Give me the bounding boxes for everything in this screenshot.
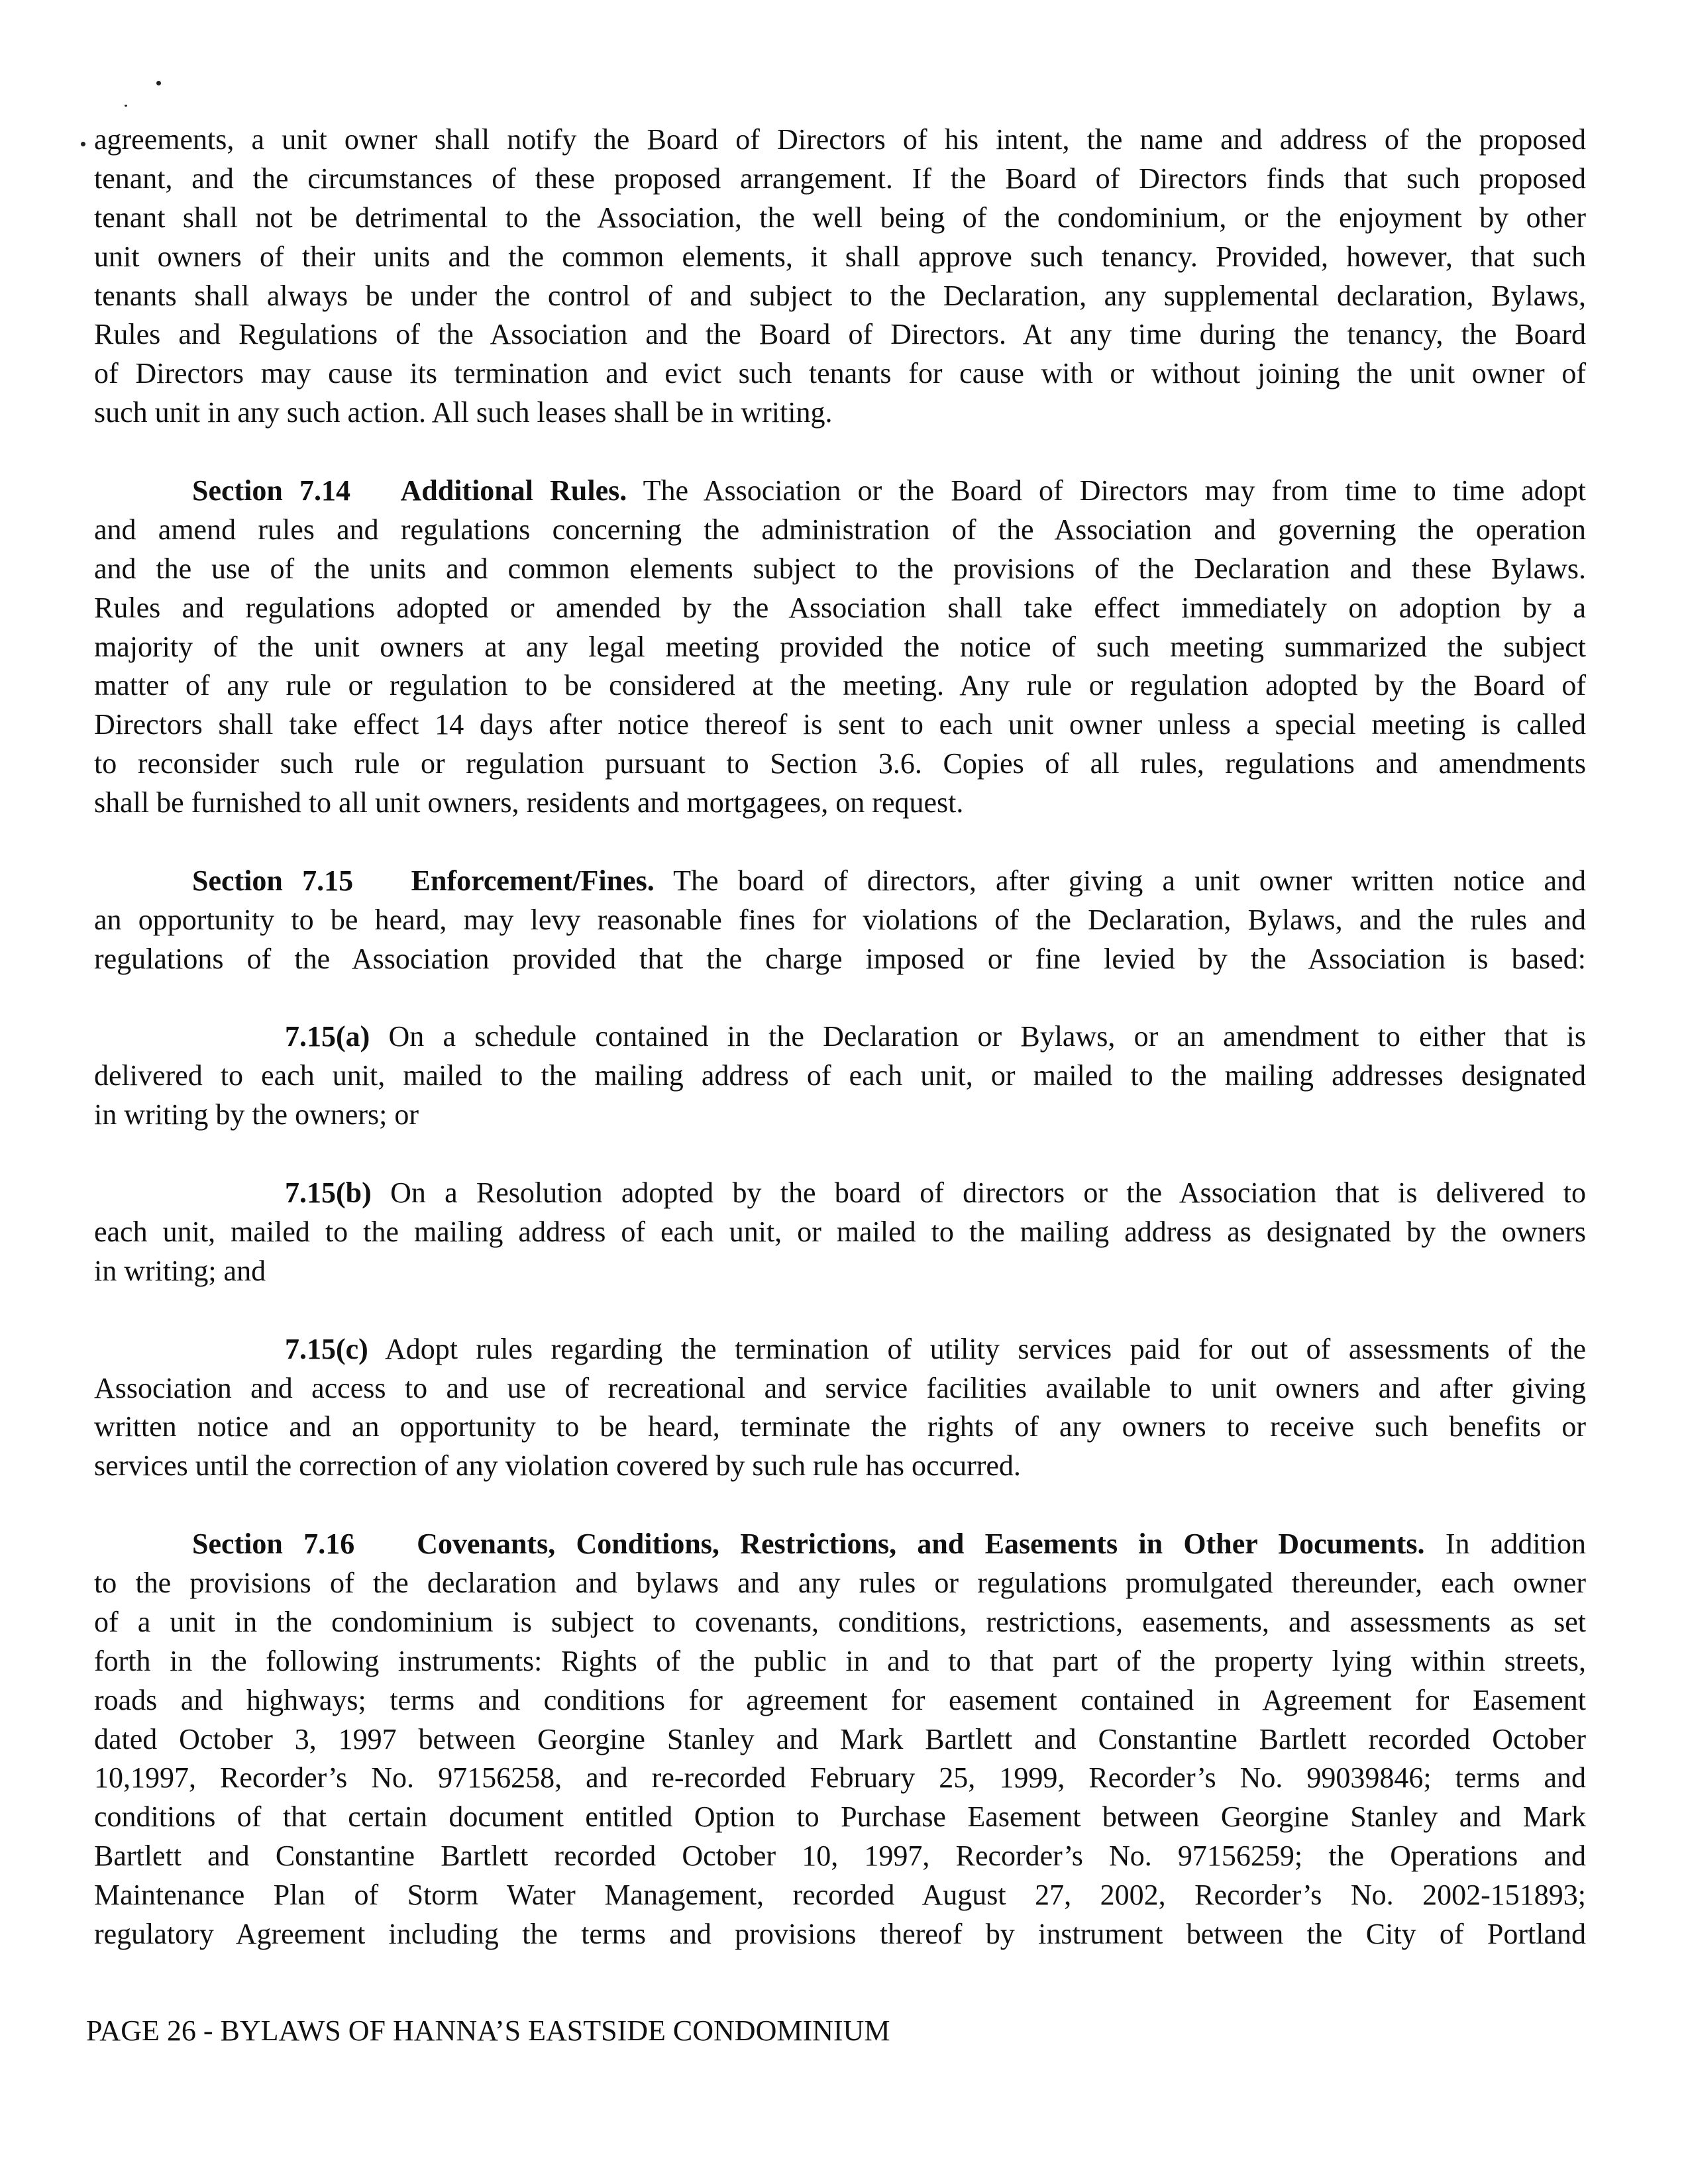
text-line — [94, 1447, 1586, 1486]
line-text: an opportunity to be heard, may levy reasonable fines for violations of the Declaration, Bylaws, and the rules and — [94, 903, 1586, 936]
text-line — [94, 1564, 1586, 1603]
text-line — [94, 705, 1586, 745]
text-line — [94, 315, 1586, 354]
text-line — [94, 628, 1586, 667]
section-7-15-c — [94, 1330, 1586, 1486]
line-text: Rules and Regulations of the Association and the Board of Directors. At any time during the tenancy, the Board — [94, 318, 1586, 351]
text-line — [94, 393, 1586, 433]
text-line — [94, 1174, 1586, 1213]
line-text: Adopt rules regarding the termination of utility services paid for out of assessments of the — [384, 1332, 1587, 1365]
line-text: and amend rules and regulations concerning the administration of the Association and governing the operation — [94, 513, 1586, 546]
line-text: On a Resolution adopted by the board of directors or the Association that is delivered to — [390, 1176, 1586, 1210]
section-label: 7.15(b) — [285, 1176, 372, 1210]
text-line — [94, 1915, 1586, 1954]
line-text: regulatory Agreement including the terms and provisions thereof by instrument between the City of Portland — [94, 1917, 1586, 1950]
line-text: services until the correction of any violation covered by such rule has occurred. — [94, 1449, 1021, 1482]
section-label: Section 7.16 — [192, 1528, 355, 1561]
section-label: Section 7.14 — [192, 474, 351, 507]
line-text: tenants shall always be under the control of and subject to the Declaration, any supplemental declaration, Bylaws, — [94, 279, 1586, 312]
text-line — [94, 1017, 1586, 1057]
section-section-7-16 — [94, 1525, 1586, 1954]
line-text: roads and highways; terms and conditions for agreement for easement contained in Agreement for Easement — [94, 1683, 1586, 1716]
text-line — [94, 1369, 1586, 1408]
text-line — [94, 784, 1586, 823]
document-body — [94, 121, 1586, 1993]
text-line — [94, 277, 1586, 316]
line-text: The Association or the Board of Directors may from time to time adopt — [643, 474, 1587, 507]
text-line — [94, 1525, 1586, 1564]
section-7-15-a — [94, 1017, 1586, 1135]
text-line — [94, 862, 1586, 901]
section-label: 7.15(a) — [285, 1020, 370, 1053]
line-text: matter of any rule or regulation to be considered at the meeting. Any rule or regulation adopted by the Board of — [94, 669, 1586, 702]
line-text: to the provisions of the declaration and bylaws and any rules or regulations promulgated thereunder, each owner — [94, 1566, 1586, 1599]
text-line — [94, 589, 1586, 628]
page-footer: PAGE 26 - BYLAWS OF HANNA’S EASTSIDE CONDOMINIUM — [86, 2014, 890, 2047]
line-text: tenant shall not be detrimental to the Association, the well being of the condominium, or the enjoyment by other — [94, 201, 1586, 234]
text-line — [94, 1096, 1586, 1135]
line-text: regulations of the Association provided that the charge imposed or fine levied by the Association is based: — [94, 942, 1586, 975]
line-text: in writing by the owners; or — [94, 1098, 419, 1131]
section-title: Enforcement/Fines. — [411, 864, 655, 897]
line-text: written notice and an opportunity to be heard, terminate the rights of any owners to receive such benefits or — [94, 1410, 1586, 1443]
section-title: Additional Rules. — [400, 474, 627, 507]
line-text: forth in the following instruments: Rights of the public in and to that part of the property lying within streets, — [94, 1644, 1586, 1677]
line-text: dated October 3, 1997 between Georgine Stanley and Mark Bartlett and Constantine Bartlett recorded October — [94, 1722, 1586, 1755]
paragraph-continuation — [94, 121, 1586, 433]
line-text: Association and access to and use of recreational and service facilities available to unit owners and after giving — [94, 1371, 1586, 1404]
text-line — [94, 1057, 1586, 1096]
line-text: of a unit in the condominium is subject to covenants, conditions, restrictions, easements, and assessments as set — [94, 1605, 1586, 1638]
text-line — [94, 199, 1586, 238]
text-line — [94, 511, 1586, 550]
line-text: agreements, a unit owner shall notify the Board of Directors of his intent, the name and address of the proposed — [94, 123, 1586, 156]
text-line — [94, 1720, 1586, 1759]
line-text: tenant, and the circumstances of these proposed arrangement. If the Board of Directors finds that such proposed — [94, 162, 1586, 195]
line-text: such unit in any such action. All such leases shall be in writing. — [94, 396, 833, 429]
line-text: delivered to each unit, mailed to the mailing address of each unit, or mailed to the mailing addresses designated — [94, 1059, 1586, 1092]
line-text: Maintenance Plan of Storm Water Management, recorded August 27, 2002, Recorder’s No. 2002-151893; — [94, 1879, 1586, 1912]
line-text: in writing; and — [94, 1254, 266, 1287]
text-line — [94, 1642, 1586, 1681]
text-line — [94, 1408, 1586, 1447]
text-line — [94, 1213, 1586, 1252]
text-line — [94, 1837, 1586, 1876]
line-text: In addition — [1445, 1528, 1587, 1561]
text-line — [94, 238, 1586, 277]
text-line — [94, 160, 1586, 199]
text-line — [94, 1330, 1586, 1369]
section-title: Covenants, Conditions, Restrictions, and Easements in Other Documents. — [417, 1528, 1425, 1561]
text-line — [94, 354, 1586, 393]
text-line — [94, 1252, 1586, 1291]
section-section-7-15 — [94, 862, 1586, 979]
text-line — [94, 472, 1586, 511]
scan-speck — [81, 142, 85, 146]
text-line — [94, 1798, 1586, 1837]
line-text: and the use of the units and common elements subject to the provisions of the Declaration and these Bylaws. — [94, 552, 1586, 585]
section-label: 7.15(c) — [285, 1332, 368, 1365]
section-7-15-b — [94, 1174, 1586, 1291]
line-text: conditions of that certain document entitled Option to Purchase Easement between Georgine Stanley and Mark — [94, 1800, 1586, 1834]
text-line — [94, 550, 1586, 589]
line-text: of Directors may cause its termination and evict such tenants for cause with or without joining the unit owner of — [94, 357, 1586, 390]
line-text: Bartlett and Constantine Bartlett recorded October 10, 1997, Recorder’s No. 97156259; the Operations and — [94, 1840, 1586, 1873]
line-text: majority of the unit owners at any legal meeting provided the notice of such meeting summarized the subject — [94, 630, 1586, 663]
line-text: Rules and regulations adopted or amended by the Association shall take effect immediately on adoption by a — [94, 591, 1586, 624]
text-line — [94, 745, 1586, 784]
line-text: shall be furnished to all unit owners, residents and mortgagees, on request. — [94, 786, 964, 819]
text-line — [94, 121, 1586, 160]
line-text: to reconsider such rule or regulation pursuant to Section 3.6. Copies of all rules, regulations and amendments — [94, 747, 1586, 780]
line-text: 10,1997, Recorder’s No. 97156258, and re-recorded February 25, 1999, Recorder’s No. 99039846; terms and — [94, 1761, 1586, 1794]
line-text: On a schedule contained in the Declaration or Bylaws, or an amendment to either that is — [388, 1020, 1587, 1053]
section-section-7-14 — [94, 472, 1586, 823]
text-line — [94, 1759, 1586, 1798]
text-line — [94, 901, 1586, 940]
line-text: Directors shall take effect 14 days after notice thereof is sent to each unit owner unless a special meeting is called — [94, 708, 1586, 741]
scan-speck — [156, 81, 161, 85]
text-line — [94, 940, 1586, 979]
line-text: unit owners of their units and the common elements, it shall approve such tenancy. Provided, however, that such — [94, 240, 1586, 273]
text-line — [94, 1876, 1586, 1915]
text-line — [94, 666, 1586, 705]
line-text: each unit, mailed to the mailing address of each unit, or mailed to the mailing address as designated by the owners — [94, 1215, 1586, 1248]
text-line — [94, 1681, 1586, 1720]
text-line — [94, 1603, 1586, 1642]
scan-speck — [125, 105, 127, 107]
line-text: The board of directors, after giving a unit owner written notice and — [673, 864, 1587, 897]
section-label: Section 7.15 — [192, 864, 354, 897]
